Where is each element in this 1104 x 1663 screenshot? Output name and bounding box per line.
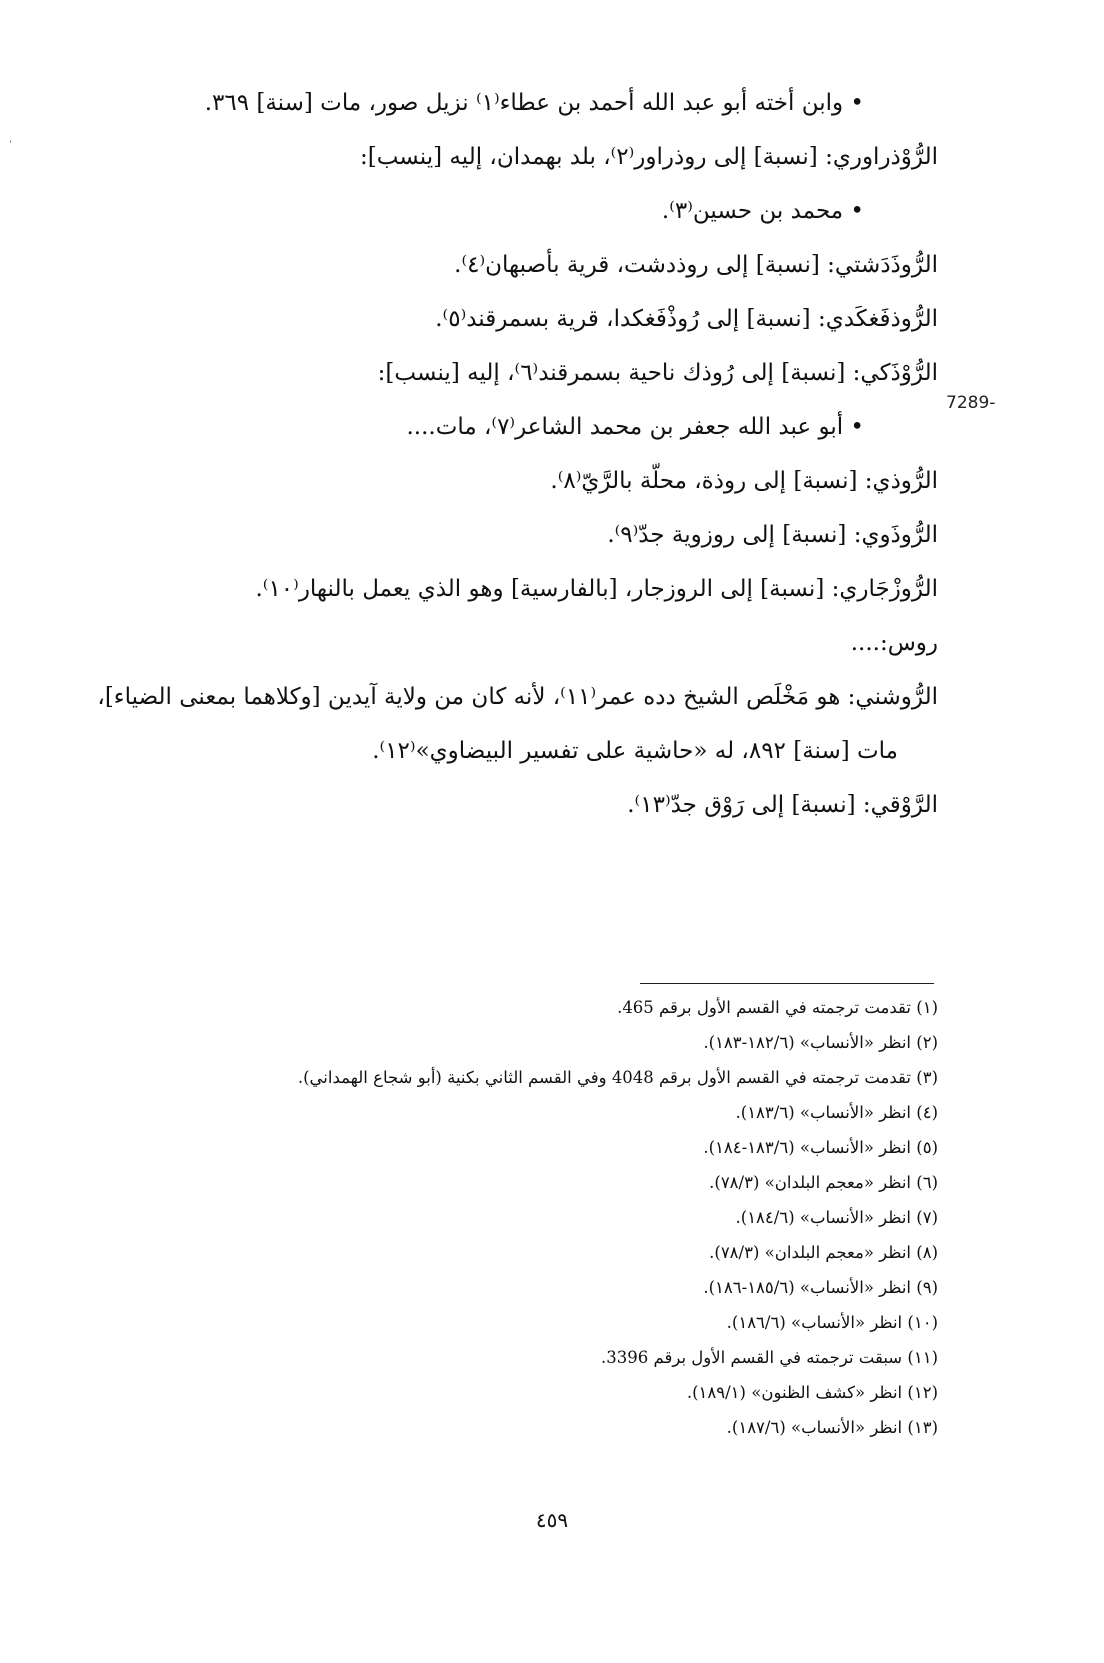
text-line: الرُّوذي: [نسبة] إلى روذة، محلّة بالرَّيّ⁽٨⁾. — [550, 468, 938, 494]
text-line: الرُّوذَوي: [نسبة] إلى روزوية جدّ⁽٩⁾. — [607, 522, 938, 548]
footnote: (٨) انظر «معجم البلدان» (٧٨/٣). — [709, 1243, 938, 1262]
page-number: ٤٥٩ — [535, 1508, 569, 1532]
footnote: (٣) تقدمت ترجمته في القسم الأول برقم 4048 وفي القسم الثاني بكنية (أبو شجاع الهمداني). — [297, 1068, 938, 1087]
text-line: الرُّوْذَكي: [نسبة] إلى رُوذك ناحية بسمرقند⁽٦⁾، إليه [ينسب]: — [377, 360, 938, 386]
entry-number: 7289- — [946, 393, 996, 413]
footnote: (١١) سبقت ترجمته في القسم الأول برقم 3396. — [600, 1348, 938, 1367]
footnote: (٦) انظر «معجم البلدان» (٧٨/٣). — [709, 1173, 938, 1192]
text-line: الرُّوذفَغكَدي: [نسبة] إلى رُوذْفَغكدا، قرية بسمرقند⁽٥⁾. — [435, 306, 938, 332]
footnote: (١٢) انظر «كشف الظنون» (١٨٩/١). — [686, 1383, 938, 1402]
text-line: روس:.... — [850, 630, 938, 656]
text-line: • وابن أخته أبو عبد الله أحمد بن عطاء⁽١⁾ نزيل صور، مات [سنة] ٣٦٩. — [204, 90, 864, 116]
main-text — [97, 88, 938, 844]
footnote: (٧) انظر «الأنساب» (١٨٤/٦). — [735, 1208, 938, 1227]
text-line: • محمد بن حسين⁽٣⁾. — [661, 198, 864, 224]
text-line: • أبو عبد الله جعفر بن محمد الشاعر⁽٧⁾، مات.... — [406, 414, 864, 440]
footnote: (٥) انظر «الأنساب» (١٨٣/٦-١٨٤). — [703, 1138, 938, 1157]
text-line: الرُّوذَدَشتي: [نسبة] إلى روذدشت، قرية بأصبهان⁽٤⁾. — [454, 252, 938, 278]
text-line: الرُّوْذراوري: [نسبة] إلى روذراور⁽٢⁾، بلد بهمدان، إليه [ينسب]: — [359, 144, 938, 170]
footnote: (١) تقدمت ترجمته في القسم الأول برقم 465. — [617, 998, 938, 1017]
footnote: (٤) انظر «الأنساب» (١٨٣/٦). — [735, 1103, 938, 1122]
text-line: الرُّوزْجَاري: [نسبة] إلى الروزجار، [بالفارسية] وهو الذي يعمل بالنهار⁽١٠⁾. — [255, 576, 938, 602]
footnote: (٩) انظر «الأنساب» (١٨٥/٦-١٨٦). — [703, 1278, 938, 1297]
text-line: الرَّوْقي: [نسبة] إلى رَوْق جدّ⁽١٣⁾. — [627, 792, 938, 818]
footnote: (١٠) انظر «الأنساب» (١٨٦/٦). — [726, 1313, 938, 1332]
text-line: الرُّوشني: هو مَخْلَص الشيخ دده عمر⁽١١⁾، لأنه كان من ولاية آيدين [وكلاهما بمعنى الضياء]، — [97, 684, 938, 710]
text-line: مات [سنة] ٨٩٢، له «حاشية على تفسير البيضاوي»⁽١٢⁾. — [372, 738, 898, 764]
footnotes — [108, 998, 938, 1453]
footnote: (٢) انظر «الأنساب» (١٨٢/٦-١٨٣). — [703, 1033, 938, 1052]
margin-mark — [10, 140, 11, 143]
footnote-divider — [640, 983, 934, 984]
footnote: (١٣) انظر «الأنساب» (١٨٧/٦). — [726, 1418, 938, 1437]
